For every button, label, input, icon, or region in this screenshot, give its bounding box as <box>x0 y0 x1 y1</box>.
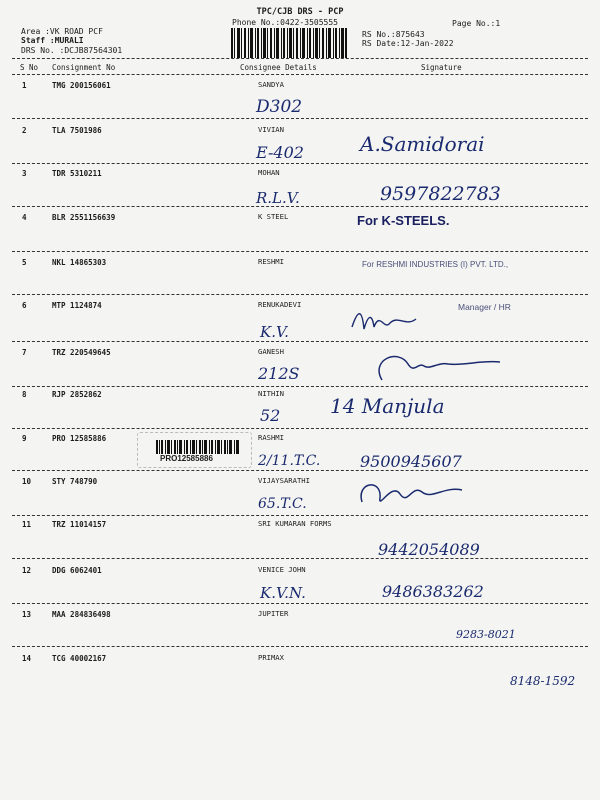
row-sno: 7 <box>22 348 27 357</box>
consignment-no: BLR 2551156639 <box>52 213 116 222</box>
row-sno: 1 <box>22 81 27 90</box>
consignee-name: MOHAN <box>258 168 280 177</box>
row-divider <box>12 515 588 516</box>
row-sno: 10 <box>22 477 32 486</box>
handwritten-note: E-402 <box>256 143 304 162</box>
consignment-no: TMG 200156061 <box>52 81 111 90</box>
consignee-name: VENICE JOHN <box>258 565 306 574</box>
consignment-no: TLA 7501986 <box>52 126 102 135</box>
consignment-no: STY 748790 <box>52 477 98 486</box>
row-divider <box>12 386 588 387</box>
row-sno: 6 <box>22 301 27 310</box>
consignment-no: TRZ 11014157 <box>52 520 107 529</box>
consignment-no: DDG 6062401 <box>52 566 102 575</box>
sticker-barcode <box>156 440 240 454</box>
consignment-no: TCG 40002167 <box>52 654 107 663</box>
col-consignment: Consignment No <box>52 63 116 72</box>
handwritten-note: K.V.N. <box>260 584 306 602</box>
consignee-name: SRI KUMARAN FORMS <box>258 519 332 528</box>
page-number: Page No.:1 <box>452 19 501 28</box>
consignment-no: MAA 284836498 <box>52 610 111 619</box>
header-rule-bottom <box>12 74 588 75</box>
signature-scribble <box>352 472 472 516</box>
row-divider <box>12 163 588 164</box>
row-sno: 3 <box>22 169 27 178</box>
designation-stamp: Manager / HR <box>458 302 511 312</box>
signature: 9486383262 <box>382 582 484 601</box>
row-sno: 11 <box>22 520 32 529</box>
row-divider <box>12 118 588 119</box>
consignment-no: PRO 12585886 <box>52 434 107 443</box>
consignee-name: RESHMI <box>258 257 284 266</box>
rs-date: RS Date:12-Jan-2022 <box>362 39 454 48</box>
consignment-no: TDR 5310211 <box>52 169 102 178</box>
company-stamp: For K-STEELS. <box>357 213 450 228</box>
phone-number: Phone No.:0422-3505555 <box>232 18 338 27</box>
signature: 9597822783 <box>380 183 501 205</box>
handwritten-note: 65.T.C. <box>258 496 307 512</box>
row-sno: 13 <box>22 610 32 619</box>
signature: 14 Manjula <box>330 394 445 418</box>
signature: 9283-8021 <box>456 628 516 641</box>
row-sno: 5 <box>22 258 27 267</box>
row-divider <box>12 470 588 471</box>
consignment-no: NKL 14865303 <box>52 258 107 267</box>
consignee-name: SANDYA <box>258 80 284 89</box>
col-signature: Signature <box>421 63 462 72</box>
row-divider <box>12 206 588 207</box>
staff-field: Staff :MURALI <box>21 36 84 45</box>
row-divider <box>12 646 588 647</box>
consignee-name: VIVIAN <box>258 125 284 134</box>
handwritten-note: D302 <box>256 97 303 117</box>
row-divider <box>12 603 588 604</box>
handwritten-note: 2/11.T.C. <box>258 453 321 469</box>
consignee-name: RENUKADEVI <box>258 300 302 309</box>
consignee-name: VIJAYSARATHI <box>258 476 310 485</box>
row-sno: 12 <box>22 566 32 575</box>
consignee-name: NITHIN <box>258 389 284 398</box>
col-s-no: S No <box>20 63 39 72</box>
header-barcode <box>231 28 348 58</box>
consignee-name: JUPITER <box>258 609 289 618</box>
row-divider <box>12 558 588 559</box>
signature: 9500945607 <box>360 452 462 471</box>
col-consignee: Consignee Details <box>240 63 317 72</box>
row-divider <box>12 294 588 295</box>
row-divider <box>12 428 588 429</box>
row-sno: 4 <box>22 213 27 222</box>
consignee-name: GANESH <box>258 347 284 356</box>
handwritten-note: 52 <box>260 406 281 425</box>
row-sno: 14 <box>22 654 32 663</box>
rs-number: RS No.:875643 <box>362 30 425 39</box>
sticker-label: PRO12585886 <box>160 454 213 463</box>
consignee-name: K STEEL <box>258 212 289 221</box>
sheet-title: TPC/CJB DRS - PCP <box>256 7 344 17</box>
signature: A.Samidorai <box>360 132 485 156</box>
consignee-name: RASHMI <box>258 433 284 442</box>
handwritten-note: 212S <box>258 364 300 383</box>
handwritten-note: K.V. <box>260 323 289 341</box>
row-sno: 2 <box>22 126 27 135</box>
consignment-no: MTP 1124874 <box>52 301 102 310</box>
handwritten-note: R.L.V. <box>256 189 300 207</box>
drs-number: DRS No. :DCJB87564301 <box>21 46 123 55</box>
signature: 9442054089 <box>378 540 480 559</box>
consignee-name: PRIMAX <box>258 653 284 662</box>
signature-scribble <box>368 340 508 390</box>
signature-scribble <box>350 305 420 337</box>
consignment-no: TRZ 220549645 <box>52 348 111 357</box>
consignment-no: RJP 2852862 <box>52 390 102 399</box>
row-divider <box>12 251 588 252</box>
row-sno: 9 <box>22 434 27 443</box>
row-sno: 8 <box>22 390 27 399</box>
area-field: Area :VK ROAD PCF <box>21 27 103 36</box>
signature: 8148-1592 <box>510 674 576 688</box>
header-rule-top <box>12 58 588 59</box>
company-stamp: For RESHMI INDUSTRIES (I) PVT. LTD., <box>362 260 509 269</box>
